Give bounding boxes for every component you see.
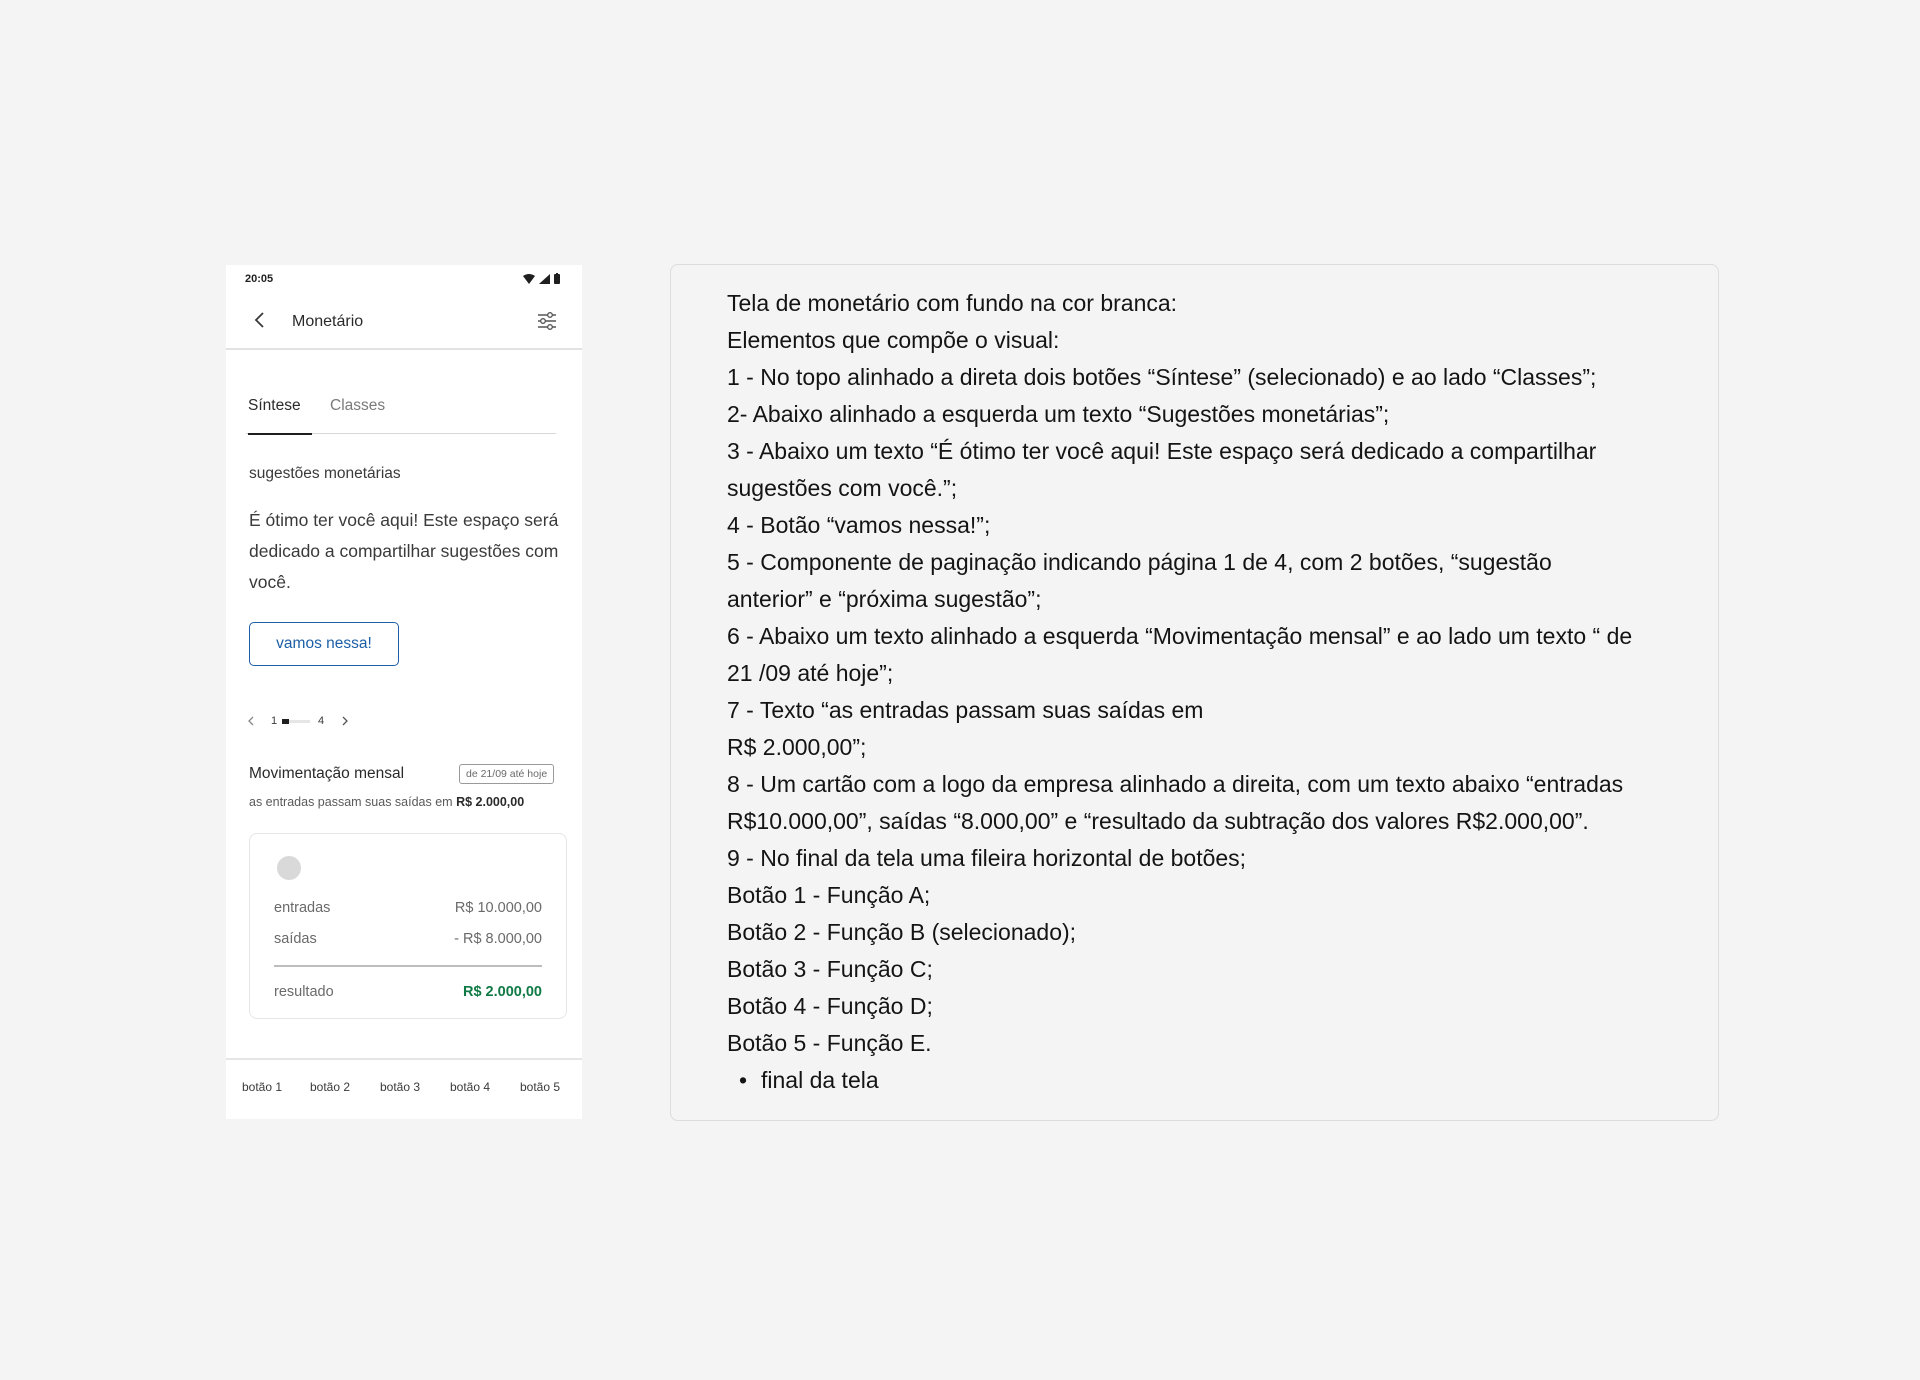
divider: [274, 965, 542, 967]
description-line: Tela de monetário com fundo na cor branca:: [727, 290, 1178, 316]
description-line: 8 - Um cartão com a logo da empresa alinhado a direita, com um texto abaixo “entradas: [727, 771, 1624, 797]
balance-card: [249, 833, 567, 1019]
description-line: 5 - Componente de paginação indicando página 1 de 4, com 2 botões, “sugestão: [727, 549, 1552, 575]
description-text: [727, 285, 1707, 1099]
description-line: 21 /09 até hoje”;: [727, 660, 894, 686]
tab-classes[interactable]: Classes: [330, 397, 386, 414]
description-line: Botão 5 - Função E.: [727, 1030, 932, 1056]
description-line: Botão 2 - Função B (selecionado);: [727, 919, 1077, 945]
resultado-value: R$ 2.000,00: [462, 984, 542, 1000]
description-line: 1 - No topo alinhado a direta dois botões “Síntese” (selecionado) e ao lado “Classes”;: [727, 364, 1597, 390]
bottom-button-2[interactable]: botão 2: [310, 1080, 351, 1094]
entradas-row: [274, 900, 542, 916]
bottom-button-5[interactable]: botão 5: [520, 1080, 561, 1094]
cta-button[interactable]: vamos nessa!: [249, 622, 399, 666]
resultado-row: [274, 984, 542, 1000]
entradas-label: entradas: [274, 900, 331, 916]
description-bullet: • final da tela: [727, 1062, 1707, 1099]
date-range-badge: de 21/09 até hoje: [459, 764, 554, 784]
page-title: Monetário: [292, 313, 364, 330]
pager-current: 1: [271, 715, 278, 727]
filter-icon[interactable]: [536, 311, 558, 331]
saidas-label: saídas: [274, 931, 317, 947]
description-line: sugestões com você.”;: [727, 475, 958, 501]
suggestion-body: É ótimo ter você aqui! Este espaço será dedicado a compartilhar sugestões com você.: [249, 510, 559, 592]
tab-bar: [246, 397, 556, 434]
back-arrow-icon[interactable]: [252, 311, 268, 329]
description-line: 7 - Texto “as entradas passam suas saídas em: [727, 697, 1204, 723]
suggestion-title: sugestões monetárias: [249, 465, 401, 482]
movement-subtitle-amount: R$ 2.000,00: [456, 795, 525, 809]
description-line: 9 - No final da tela uma fileira horizontal de botões;: [727, 845, 1247, 871]
description-line: R$10.000,00”, saídas “8.000,00” e “resultado da subtração dos valores R$2.000,00”.: [727, 808, 1589, 834]
description-line: 4 - Botão “vamos nessa!”;: [727, 512, 991, 538]
pager-indicator: [282, 719, 289, 724]
description-line: R$ 2.000,00”;: [727, 734, 867, 760]
description-line: Elementos que compõe o visual:: [727, 327, 1060, 353]
battery-icon: [554, 273, 560, 284]
previous-suggestion-icon[interactable]: [246, 713, 256, 729]
description-line: 6 - Abaixo um texto alinhado a esquerda “Movimentação mensal” e ao lado um texto “ de: [727, 623, 1633, 649]
status-bar: [226, 265, 582, 291]
signal-icon: [539, 274, 550, 284]
status-time: 20:05: [245, 273, 274, 285]
pager-total: 4: [318, 715, 325, 727]
phone-screen: [226, 265, 582, 1119]
tab-sintese[interactable]: Síntese: [248, 397, 312, 435]
bottom-button-1[interactable]: botão 1: [242, 1080, 283, 1094]
description-line: anterior” e “próxima sugestão”;: [727, 586, 1042, 612]
saidas-row: [274, 931, 542, 947]
description-line: Botão 1 - Função A;: [727, 882, 931, 908]
description-line: Botão 3 - Função C;: [727, 956, 933, 982]
movement-subtitle: [249, 795, 524, 809]
bottom-button-4[interactable]: botão 4: [450, 1080, 491, 1094]
entradas-value: R$ 10.000,00: [454, 900, 542, 916]
company-logo: [277, 856, 301, 880]
description-line: 2- Abaixo alinhado a esquerda um texto “Sugestões monetárias”;: [727, 401, 1390, 427]
description-line: Botão 4 - Função D;: [727, 993, 933, 1019]
movement-subtitle-text: as entradas passam suas saídas em: [249, 795, 457, 809]
wifi-icon: [523, 274, 535, 284]
saidas-value: - R$ 8.000,00: [454, 931, 542, 947]
pagination: [246, 713, 376, 729]
movement-title: Movimentação mensal: [249, 765, 405, 782]
description-line: 3 - Abaixo um texto “É ótimo ter você aqui! Este espaço será dedicado a compartilhar: [727, 438, 1597, 464]
bottom-nav: [226, 1058, 582, 1121]
app-bar: [226, 291, 582, 350]
description-panel: [670, 264, 1719, 1121]
resultado-label: resultado: [274, 984, 334, 1000]
next-suggestion-icon[interactable]: [340, 713, 350, 729]
bottom-button-3[interactable]: botão 3: [380, 1080, 421, 1094]
